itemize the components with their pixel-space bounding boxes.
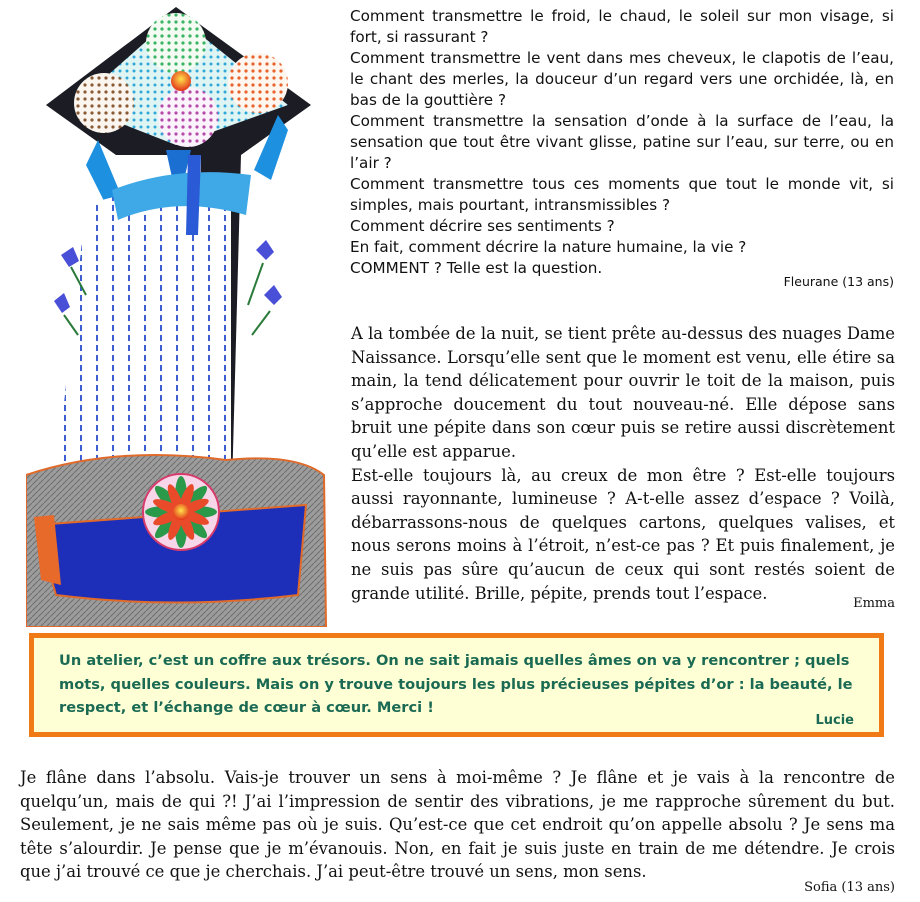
poem-author: Fleurane (13 ans) bbox=[783, 274, 894, 289]
quote-text: Un atelier, c’est un coffre aux trésors. On ne sait jamais quelles âmes on va y rencontrer ; quels mots, quelles couleurs. Mais on y trouve toujours les plus précieuses pépites d’or : la beauté, le respect, et l’échange de cœur à cœur. Merci ! bbox=[59, 652, 853, 716]
quote-box bbox=[29, 633, 884, 737]
poem-line: Comment transmettre le vent dans mes cheveux, le clapotis de l’eau, le chant des merles, la douceur d’un regard vers une orchidée, là, en bas de la gouttière ? bbox=[350, 49, 894, 109]
poem-line: Comment transmettre la sensation d’onde à la surface de l’eau, la sensation que tout être vivant glisse, patine sur l’eau, sur terre, ou en l’air ? bbox=[350, 112, 894, 172]
story-paragraph: Est-elle toujours là, au creux de mon être ? Est-elle toujours aussi rayonnante, lumineuse ? A-t-elle assez d’espace ? Voilà, débarrassons-nous de quelques cartons, quelques valises, et nous serons moins à l’étroit, n’est-ce pas ? Et puis finalement, je ne suis pas sûre qu’aucun de ceux qui sont restés soient de grande utilité. Brille, pépite, prends tout l’espace. bbox=[351, 465, 895, 603]
story-author: Emma bbox=[853, 596, 895, 611]
poem-text bbox=[350, 6, 894, 279]
closing-paragraph: Je flâne dans l’absolu. Vais-je trouver un sens à moi-même ? Je flâne et je vais à la rencontre de quelqu’un, mais de qui ?! J’ai l’impression de sentir des vibrations, je me rapproche sûrement du but. Seulement, je ne sais même pas où je suis. Qu’est-ce que cet endroit qu’on appelle absolu ? Je sens ma tête s’alourdir. Je pense que je m’évanouis. Non, en fait je suis juste en train de me détendre. Je crois que j’ai trouvé ce que je cherchais. J’ai peut-être trouvé un sens, mon sens. bbox=[20, 768, 895, 882]
poem-line: Comment décrire ses sentiments ? bbox=[350, 217, 615, 235]
poem-line: COMMENT ? Telle est la question. bbox=[350, 259, 603, 277]
story-paragraph: A la tombée de la nuit, se tient prête au-dessus des nuages Dame Naissance. Lorsqu’elle sent que le moment est venu, elle étire sa main, la tend délicatement pour ouvrir le toit de la maison, puis s’approche doucement du tout nouveau-né. Elle dépose sans bruit une pépite dans son cœur puis se retire aussi discrètement qu’elle est apparue. bbox=[351, 324, 895, 461]
story-text bbox=[351, 322, 895, 605]
closing-author: Sofia (13 ans) bbox=[804, 880, 895, 895]
poem-line: Comment transmettre le froid, le chaud, le soleil sur mon visage, si fort, si rassurant ? bbox=[350, 7, 894, 46]
poem-line: En fait, comment décrire la nature humaine, la vie ? bbox=[350, 238, 747, 256]
child-drawing-illustration bbox=[26, 5, 334, 627]
closing-text bbox=[20, 766, 895, 884]
poem-line: Comment transmettre tous ces moments que tout le monde vit, si simples, mais pourtant, intransmissibles ? bbox=[350, 175, 894, 214]
quote-author: Lucie bbox=[815, 713, 854, 728]
